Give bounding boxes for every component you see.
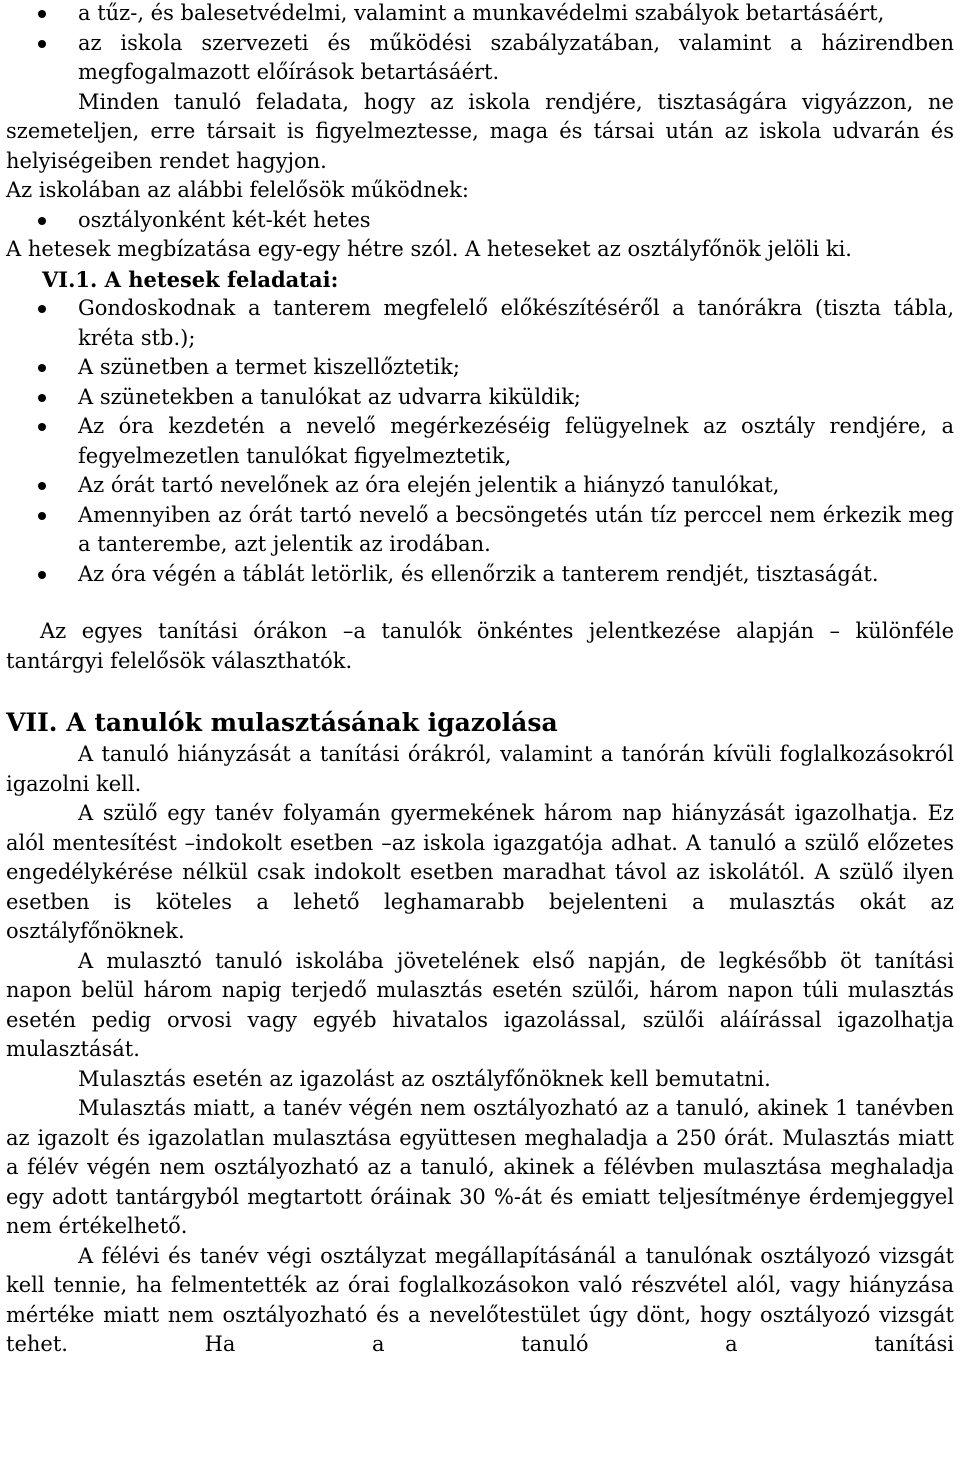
absence-paragraph: A mulasztó tanuló iskolába jövetelének első napján, de legkésőbb öt tanítási napon belül három napig terjedő mulasztás esetén szülői, három napon túli mulasztás esetén pedig orvosi vagy egyéb hivatalos igazolással, szülői aláírással igazolhatja mulasztását. bbox=[6, 948, 954, 1061]
absence-paragraph: A szülő egy tanév folyamán gyermekének három nap hiányzását igazolhatja. Ez alól mentesítést –indokolt esetben –az iskola igazgatója adhat. A tanuló a szülő előzetes engedélykérése nélkül csak indokolt esetben maradhat távol az iskolától. A szülő ilyen esetben is köteles a lehető leghamarabb bejelenteni a mulasztás okát az osztályfőnöknek. bbox=[6, 801, 954, 943]
list-item: Amennyiben az órát tartó nevelő a becsöngetés után tíz perccel nem érkezik meg a tanterembe, azt jelentik az irodában. bbox=[0, 501, 960, 560]
bullet-icon bbox=[38, 10, 46, 18]
section-number: VII. bbox=[6, 708, 58, 737]
spacer bbox=[0, 589, 960, 617]
list-item: Az óra kezdetén a nevelő megérkezéséig felügyelnek az osztály rendjére, a fegyelmezetlen tanulókat figyelmeztetik, bbox=[0, 412, 960, 471]
absence-paragraph: Mulasztás esetén az igazolást az osztályfőnöknek kell bemutatni. bbox=[78, 1066, 771, 1091]
bullet-icon bbox=[38, 40, 46, 48]
list-item: A szünetekben a tanulókat az udvarra kiküldik; bbox=[0, 383, 960, 413]
responsibles-bullet-list bbox=[0, 206, 960, 236]
duty-paragraph: Minden tanuló feladata, hogy az iskola rendjére, tisztaságára vigyázzon, ne szemeteljen, erre társait is figyelmeztesse, maga és társai után az iskola udvarán és helyiségeiben rendet hagyjon. bbox=[6, 89, 954, 173]
absence-paragraph: A félévi és tanév végi osztályzat megállapításánál a tanulónak osztályozó vizsgát kell tennie, ha felmentették az órai foglalkozásokon való részvétel alól, vagy hiányzása mértéke miatt nem osztályozható és a nevelőtestület úgy dönt, hogy osztályozó vizsgát tehet. Ha a tanuló a tanítási bbox=[6, 1243, 954, 1356]
bullet-icon bbox=[38, 571, 46, 579]
section-vii-heading bbox=[0, 706, 960, 740]
list-item: a tűz-, és balesetvédelmi, valamint a munkavédelmi szabályok betartásáért, bbox=[0, 0, 960, 29]
bullet-icon bbox=[38, 364, 46, 372]
responsibles-intro: Az iskolában az alábbi felelősök működnek: bbox=[6, 178, 469, 202]
section-number: VI.1. bbox=[42, 266, 98, 292]
section-title: A hetesek feladatai: bbox=[104, 266, 339, 292]
list-item: az iskola szervezeti és működési szabályzatában, valamint a házirendben megfogalmazott előírások betartásáért. bbox=[0, 29, 960, 88]
hetes-duties-list bbox=[0, 294, 960, 589]
list-item: A szünetben a termet kiszellőztetik; bbox=[0, 353, 960, 383]
bullet-icon bbox=[38, 482, 46, 490]
list-item: osztályonként két-két hetes bbox=[0, 206, 960, 236]
bullet-icon bbox=[38, 423, 46, 431]
bullet-icon bbox=[38, 305, 46, 313]
bullet-icon bbox=[38, 512, 46, 520]
absence-paragraph: Mulasztás miatt, a tanév végén nem osztályozható az a tanuló, akinek 1 tanévben az igazolt és igazolatlan mulasztása együttesen meghaladja a 250 órát. Mulasztás miatt a félév végén nem osztályozható az a tanuló, akinek a félévben mulasztása meghaladja egy adott tantárgyból megtartott óráinak 30 %-át és emiatt teljesítménye érdemjeggyel nem értékelhető. bbox=[6, 1096, 954, 1238]
list-item: Az óra végén a táblát letörlik, és ellenőrzik a tanterem rendjét, tisztaságát. bbox=[0, 560, 960, 590]
top-bullet-list bbox=[0, 0, 960, 88]
bullet-icon bbox=[38, 394, 46, 402]
absence-paragraph: A tanuló hiányzását a tanítási órákról, valamint a tanórán kívüli foglalkozásokról igazolni kell. bbox=[6, 742, 954, 796]
bullet-icon bbox=[38, 217, 46, 225]
spacer bbox=[0, 676, 960, 706]
subject-responsibles-paragraph: Az egyes tanítási órákon –a tanulók önkéntes jelentkezése alapján – különféle tantárgyi felelősök választhatók. bbox=[6, 619, 954, 673]
list-item: Gondoskodnak a tanterem megfelelő előkészítéséről a tanórákra (tiszta tábla, kréta stb.); bbox=[0, 294, 960, 353]
section-title: A tanulók mulasztásának igazolása bbox=[66, 708, 558, 737]
list-item: Az órát tartó nevelőnek az óra elején jelentik a hiányzó tanulókat, bbox=[0, 471, 960, 501]
section-vi1-heading bbox=[0, 265, 960, 295]
hetes-mandate-paragraph: A hetesek megbízatása egy-egy hétre szól. A heteseket az osztályfőnök jelöli ki. bbox=[6, 237, 852, 261]
